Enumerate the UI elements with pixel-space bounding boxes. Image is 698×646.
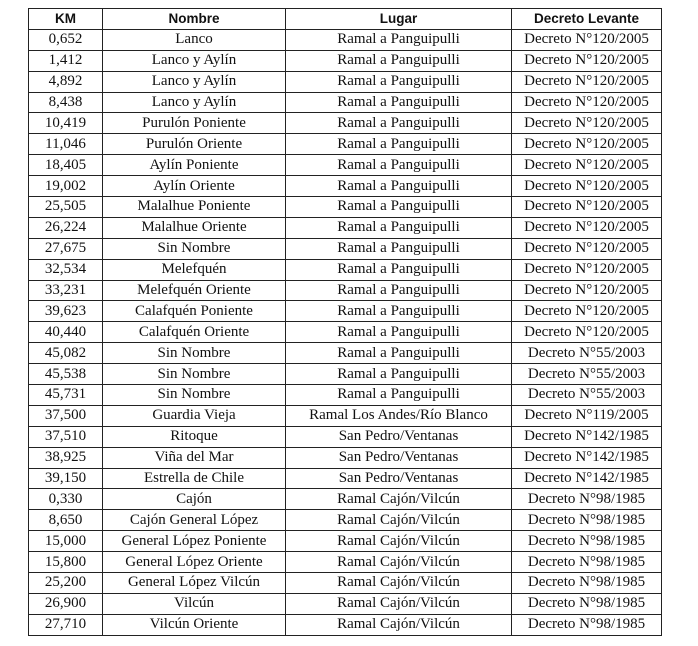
cell-km: 26,224 — [29, 217, 103, 238]
cell-lugar: Ramal a Panguipulli — [286, 280, 512, 301]
cell-decreto: Decreto N°120/2005 — [512, 155, 662, 176]
cell-km: 18,405 — [29, 155, 103, 176]
table-header — [29, 9, 662, 30]
cell-nombre: Malalhue Oriente — [103, 217, 286, 238]
table-row — [29, 217, 662, 238]
cell-decreto: Decreto N°120/2005 — [512, 197, 662, 218]
cell-decreto: Decreto N°120/2005 — [512, 92, 662, 113]
cell-lugar: Ramal a Panguipulli — [286, 50, 512, 71]
table-row — [29, 50, 662, 71]
cell-decreto: Decreto N°120/2005 — [512, 322, 662, 343]
table-row — [29, 301, 662, 322]
table-row — [29, 552, 662, 573]
cell-km: 39,150 — [29, 468, 103, 489]
cell-nombre: Calafquén Poniente — [103, 301, 286, 322]
table-row — [29, 364, 662, 385]
cell-nombre: Ritoque — [103, 426, 286, 447]
cell-km: 0,330 — [29, 489, 103, 510]
cell-nombre: General López Vilcún — [103, 573, 286, 594]
cell-nombre: Purulón Oriente — [103, 134, 286, 155]
header-lugar: Lugar — [286, 9, 512, 30]
table-row — [29, 447, 662, 468]
cell-km: 37,510 — [29, 426, 103, 447]
table-row — [29, 405, 662, 426]
cell-decreto: Decreto N°98/1985 — [512, 593, 662, 614]
cell-km: 27,710 — [29, 614, 103, 635]
cell-lugar: Ramal a Panguipulli — [286, 134, 512, 155]
table-row — [29, 259, 662, 280]
cell-lugar: Ramal Cajón/Vilcún — [286, 593, 512, 614]
table-row — [29, 238, 662, 259]
cell-nombre: Sin Nombre — [103, 343, 286, 364]
cell-nombre: Lanco — [103, 29, 286, 50]
cell-decreto: Decreto N°55/2003 — [512, 385, 662, 406]
cell-decreto: Decreto N°120/2005 — [512, 113, 662, 134]
cell-decreto: Decreto N°98/1985 — [512, 552, 662, 573]
cell-lugar: San Pedro/Ventanas — [286, 468, 512, 489]
cell-nombre: Guardia Vieja — [103, 405, 286, 426]
cell-km: 45,731 — [29, 385, 103, 406]
cell-lugar: Ramal a Panguipulli — [286, 259, 512, 280]
cell-nombre: Melefquén Oriente — [103, 280, 286, 301]
cell-decreto: Decreto N°142/1985 — [512, 468, 662, 489]
cell-nombre: Sin Nombre — [103, 385, 286, 406]
cell-decreto: Decreto N°120/2005 — [512, 238, 662, 259]
cell-km: 1,412 — [29, 50, 103, 71]
cell-nombre: Sin Nombre — [103, 364, 286, 385]
table-body — [29, 29, 662, 635]
cell-decreto: Decreto N°98/1985 — [512, 510, 662, 531]
cell-decreto: Decreto N°120/2005 — [512, 71, 662, 92]
cell-lugar: Ramal a Panguipulli — [286, 92, 512, 113]
cell-lugar: Ramal Cajón/Vilcún — [286, 573, 512, 594]
cell-km: 26,900 — [29, 593, 103, 614]
cell-km: 19,002 — [29, 176, 103, 197]
table-row — [29, 134, 662, 155]
cell-nombre: General López Poniente — [103, 531, 286, 552]
cell-decreto: Decreto N°142/1985 — [512, 426, 662, 447]
cell-lugar: Ramal a Panguipulli — [286, 113, 512, 134]
cell-nombre: Lanco y Aylín — [103, 50, 286, 71]
cell-lugar: Ramal a Panguipulli — [286, 155, 512, 176]
cell-lugar: San Pedro/Ventanas — [286, 447, 512, 468]
cell-decreto: Decreto N°120/2005 — [512, 176, 662, 197]
cell-km: 37,500 — [29, 405, 103, 426]
cell-nombre: Cajón General López — [103, 510, 286, 531]
cell-lugar: Ramal Cajón/Vilcún — [286, 510, 512, 531]
cell-decreto: Decreto N°120/2005 — [512, 301, 662, 322]
table-row — [29, 573, 662, 594]
table-row — [29, 468, 662, 489]
cell-decreto: Decreto N°120/2005 — [512, 259, 662, 280]
cell-lugar: San Pedro/Ventanas — [286, 426, 512, 447]
cell-km: 8,650 — [29, 510, 103, 531]
cell-decreto: Decreto N°98/1985 — [512, 531, 662, 552]
cell-lugar: Ramal Cajón/Vilcún — [286, 552, 512, 573]
cell-lugar: Ramal a Panguipulli — [286, 197, 512, 218]
cell-lugar: Ramal a Panguipulli — [286, 322, 512, 343]
cell-lugar: Ramal a Panguipulli — [286, 301, 512, 322]
table-row — [29, 29, 662, 50]
cell-lugar: Ramal a Panguipulli — [286, 217, 512, 238]
cell-lugar: Ramal a Panguipulli — [286, 343, 512, 364]
cell-nombre: Melefquén — [103, 259, 286, 280]
cell-decreto: Decreto N°120/2005 — [512, 134, 662, 155]
crossings-table-container — [28, 8, 662, 636]
cell-decreto: Decreto N°55/2003 — [512, 364, 662, 385]
cell-decreto: Decreto N°142/1985 — [512, 447, 662, 468]
cell-km: 32,534 — [29, 259, 103, 280]
cell-nombre: Lanco y Aylín — [103, 71, 286, 92]
table-row — [29, 92, 662, 113]
table-row — [29, 113, 662, 134]
table-row — [29, 385, 662, 406]
table-row — [29, 510, 662, 531]
cell-nombre: Malalhue Poniente — [103, 197, 286, 218]
cell-nombre: Lanco y Aylín — [103, 92, 286, 113]
cell-nombre: Estrella de Chile — [103, 468, 286, 489]
cell-nombre: Cajón — [103, 489, 286, 510]
cell-km: 15,800 — [29, 552, 103, 573]
header-nombre: Nombre — [103, 9, 286, 30]
cell-km: 39,623 — [29, 301, 103, 322]
cell-nombre: Sin Nombre — [103, 238, 286, 259]
cell-lugar: Ramal a Panguipulli — [286, 238, 512, 259]
crossings-table — [28, 8, 662, 636]
cell-km: 15,000 — [29, 531, 103, 552]
cell-decreto: Decreto N°55/2003 — [512, 343, 662, 364]
cell-lugar: Ramal a Panguipulli — [286, 385, 512, 406]
cell-km: 45,538 — [29, 364, 103, 385]
cell-decreto: Decreto N°120/2005 — [512, 280, 662, 301]
cell-km: 25,505 — [29, 197, 103, 218]
cell-km: 40,440 — [29, 322, 103, 343]
table-row — [29, 197, 662, 218]
cell-nombre: Purulón Poniente — [103, 113, 286, 134]
cell-decreto: Decreto N°98/1985 — [512, 489, 662, 510]
cell-lugar: Ramal Cajón/Vilcún — [286, 531, 512, 552]
header-decreto: Decreto Levante — [512, 9, 662, 30]
cell-km: 10,419 — [29, 113, 103, 134]
cell-km: 27,675 — [29, 238, 103, 259]
header-row — [29, 9, 662, 30]
cell-nombre: Aylín Oriente — [103, 176, 286, 197]
cell-decreto: Decreto N°120/2005 — [512, 29, 662, 50]
cell-nombre: Vilcún — [103, 593, 286, 614]
cell-km: 8,438 — [29, 92, 103, 113]
cell-nombre: Aylín Poniente — [103, 155, 286, 176]
cell-km: 33,231 — [29, 280, 103, 301]
table-row — [29, 343, 662, 364]
cell-km: 4,892 — [29, 71, 103, 92]
cell-lugar: Ramal a Panguipulli — [286, 364, 512, 385]
cell-km: 0,652 — [29, 29, 103, 50]
cell-km: 45,082 — [29, 343, 103, 364]
cell-decreto: Decreto N°120/2005 — [512, 50, 662, 71]
cell-lugar: Ramal a Panguipulli — [286, 29, 512, 50]
cell-km: 38,925 — [29, 447, 103, 468]
table-row — [29, 71, 662, 92]
cell-lugar: Ramal Cajón/Vilcún — [286, 614, 512, 635]
table-row — [29, 614, 662, 635]
cell-lugar: Ramal a Panguipulli — [286, 71, 512, 92]
header-km: KM — [29, 9, 103, 30]
table-row — [29, 489, 662, 510]
cell-km: 25,200 — [29, 573, 103, 594]
table-row — [29, 322, 662, 343]
cell-decreto: Decreto N°98/1985 — [512, 573, 662, 594]
cell-decreto: Decreto N°98/1985 — [512, 614, 662, 635]
table-row — [29, 426, 662, 447]
cell-km: 11,046 — [29, 134, 103, 155]
table-row — [29, 531, 662, 552]
table-row — [29, 155, 662, 176]
cell-nombre: Viña del Mar — [103, 447, 286, 468]
cell-nombre: General López Oriente — [103, 552, 286, 573]
table-row — [29, 593, 662, 614]
cell-nombre: Vilcún Oriente — [103, 614, 286, 635]
cell-lugar: Ramal a Panguipulli — [286, 176, 512, 197]
cell-decreto: Decreto N°120/2005 — [512, 217, 662, 238]
cell-nombre: Calafquén Oriente — [103, 322, 286, 343]
table-row — [29, 176, 662, 197]
table-row — [29, 280, 662, 301]
cell-lugar: Ramal Los Andes/Río Blanco — [286, 405, 512, 426]
cell-lugar: Ramal Cajón/Vilcún — [286, 489, 512, 510]
cell-decreto: Decreto N°119/2005 — [512, 405, 662, 426]
